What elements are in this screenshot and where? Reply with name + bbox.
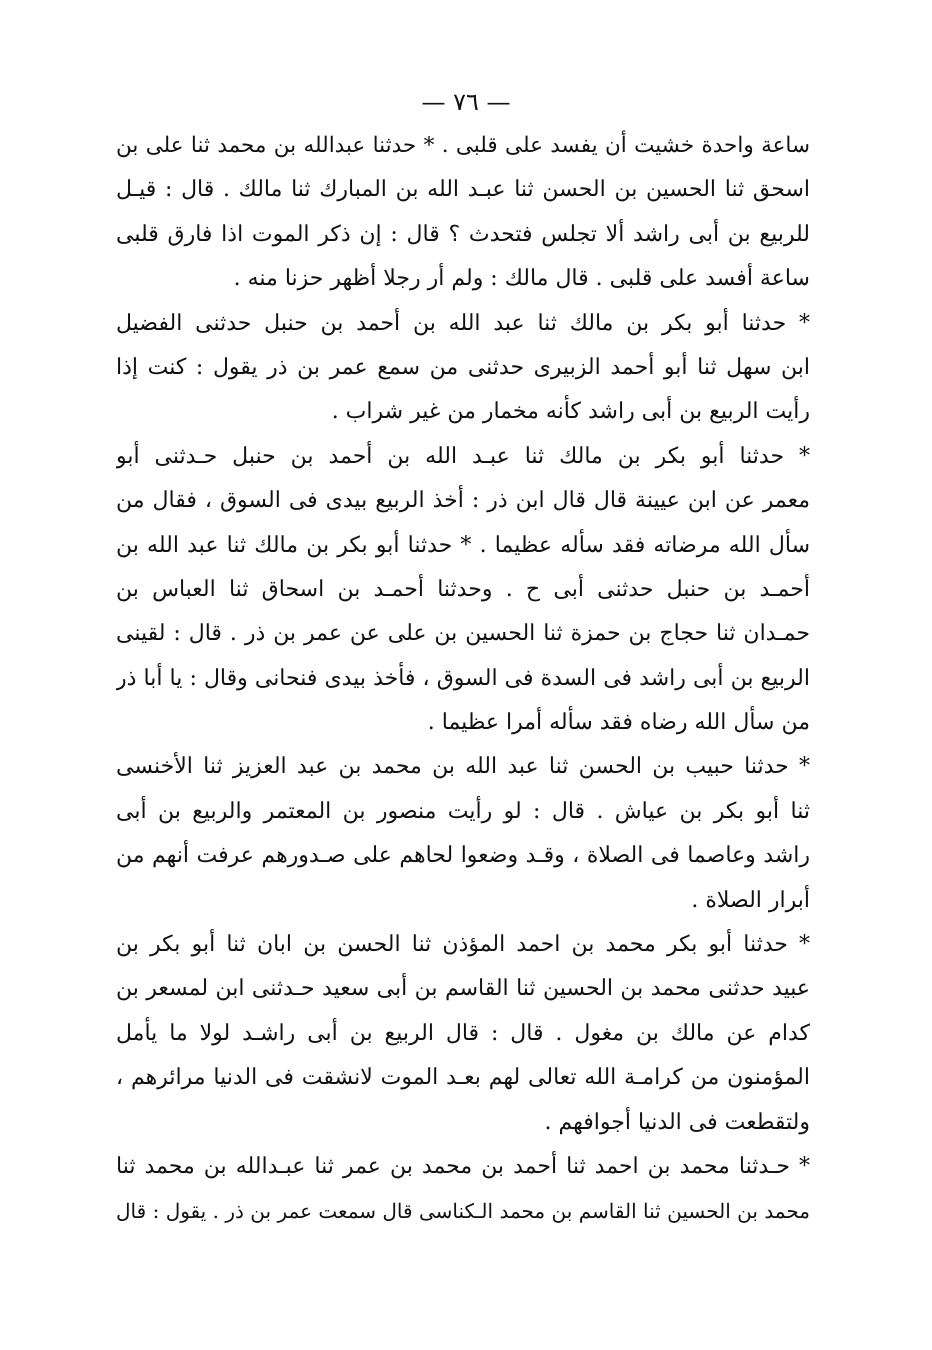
text-line: ساعة أفسد على قلبى . قال مالك : ولم أر رجلا أظهر حزنا منه . [233,266,810,292]
text-line: * حدثنا حبيب بن الحسن ثنا عبد الله بن محمد بن عبد العزيز ثنا الأخنسى [116,754,810,780]
text-line: أحمـد بن حنبل حدثنى أبى ح . وحدثنا أحمـد بن اسحاق ثنا العباس بن [116,576,810,602]
text-line: معمر عن ابن عيينة قال قال ابن ذر : أخذ الربيع بيدى فى السوق ، فقال من [116,488,810,514]
text-body [116,124,810,1234]
text-line: المؤمنون من كرامـة الله تعالى لهم بعـد الموت لانشقت فى الدنيا مرائرهم ، [116,1065,810,1091]
text-line: من سأل الله رضاه فقد سأله أمرا عظيما . [427,710,810,736]
text-line: * حدثنا أبو بكر بن مالك ثنا عبد الله بن أحمد بن حنبل حدثنى الفضيل [116,310,810,336]
text-line: * حدثنا أبو بكر بن مالك ثنا عبـد الله بن أحمد بن حنبل حـدثنى أبو [116,443,810,469]
text-line: حمـدان ثنا حجاج بن حمزة ثنا الحسين بن على عن عمر بن ذر . قال : لقينى [116,621,810,647]
text-line: محمد بن الحسين ثنا القاسم بن محمد الـكناسى قال سمعت عمر بن ذر . يقول : قال [116,1199,810,1224]
text-line: رأيت الربيع بن أبى راشد كأنه مخمار من غير شراب . [331,399,810,425]
text-line: كدام عن مالك بن مغول . قال : قال الربيع بن أبى راشـد لولا ما يأمل [116,1020,810,1046]
text-line: سأل الله مرضاته فقد سأله عظيما . * حدثنا أبو بكر بن مالك ثنا عبد الله بن [116,532,810,558]
page-number: — ٧٦ — [421,88,511,116]
text-line: عبيد حدثنى محمد بن الحسين ثنا القاسم بن أبى سعيد حـدثنى ابن لمسعر بن [116,976,810,1002]
text-line: الربيع بن أبى راشد فى السدة فى السوق ، فأخذ بيدى فنحانى وقال : يا أبا ذر [116,665,810,691]
text-line: ثنا أبو بكر بن عياش . قال : لو رأيت منصور بن المعتمر والربيع بن أبى [116,798,810,824]
text-line: اسحق ثنا الحسين بن الحسن ثنا عبـد الله بن المبارك ثنا مالك . قال : قيـل [116,177,810,203]
text-line: * حدثنا أبو بكر محمد بن احمد المؤذن ثنا الحسن بن ابان ثنا أبو بكر بن [116,932,810,958]
text-line: * حـدثنا محمد بن احمد ثنا أحمد بن محمد بن عمر ثنا عبـدالله بن محمد ثنا [116,1153,810,1179]
text-line: ابن سهل ثنا أبو أحمد الزبيرى حدثنى من سمع عمر بن ذر يقول : كنت إذا [116,354,810,380]
text-line: ولتقطعت فى الدنيا أجوافهم . [544,1109,810,1135]
text-line: للربيع بن أبى راشد ألا تجلس فتحدث ؟ قال : إن ذكر الموت اذا فارق قلبى [116,221,810,247]
text-line: ساعة واحدة خشيت أن يفسد على قلبى . * حدثنا عبدالله بن محمد ثنا على بن [116,133,810,158]
text-line: أبرار الصلاة . [691,887,810,913]
text-line: راشد وعاصما فى الصلاة ، وقـد وضعوا لحاهم على صـدورهم عرفت أنهم من [116,843,810,869]
